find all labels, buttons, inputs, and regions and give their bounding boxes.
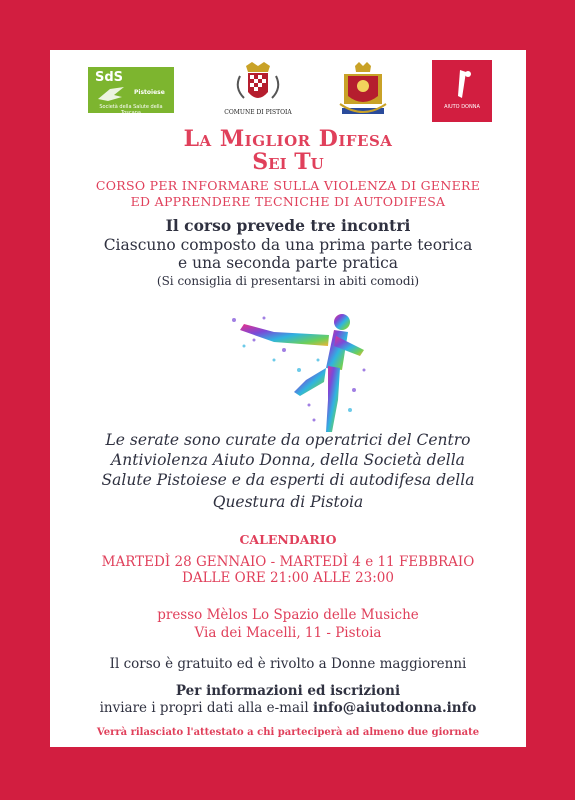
bird-icon [96,85,126,103]
aiuto-donna-logo: AIUTO DONNA [432,60,492,122]
calendario-heading: CALENDARIO [239,532,337,547]
title-line-2: Sei Tu [252,149,324,175]
martial-arts-kick-illustration [214,310,379,440]
incontri-line-3: e una seconda parte pratica [177,254,399,272]
venue-address: Via dei Macelli, 11 - Pistoia [194,625,382,641]
subtitle-line-2: ED APPRENDERE TECNICHE DI AUTODIFESA [130,194,446,209]
calendario-hours: DALLE ORE 21:00 ALLE 23:00 [182,570,394,586]
polizia-logo [338,62,388,120]
subtitle-line-1: CORSO PER INFORMARE SULLA VIOLENZA DI GENERE [95,178,481,193]
flyer-card [50,50,526,747]
info-heading: Per informazioni ed iscrizioni [175,683,401,699]
curate-line-3: Salute Pistoiese e da esperti di autodifesa della [101,471,475,489]
incontri-note: (Si consiglia di presentarsi in abiti comodi) [156,274,420,288]
incontri-heading: Il corso prevede tre incontri [165,216,411,235]
info-text [50,700,526,716]
brush-stroke-icon [446,68,478,102]
curate-line-2: Antiviolenza Aiuto Donna, della Società della [111,451,465,469]
course-free-note: Il corso è gratuito ed è rivolto a Donne maggiorenni [109,656,467,672]
police-emblem-icon [338,62,388,120]
certificate-note: Verrà rilasciato l'attestato a chi parteciperà ad almeno due giornate [96,727,480,738]
comune-pistoia-logo: COMUNE DI PISTOIA [222,62,294,122]
calendario-dates: MARTEDÌ 28 GENNAIO - MARTEDÌ 4 e 11 FEBBRAIO [101,554,475,570]
incontri-line-2: Ciascuno composto da una prima parte teorica [103,236,473,254]
contact-email-link[interactable]: info@aiutodonna.info [312,700,477,716]
sds-logo: SdS Pistoiese Società della Salute della Toscana [88,67,174,113]
info-instructions: inviare i propri dati alla e-mail [99,700,313,716]
title-line-1: La Miglior Difesa [183,126,393,152]
curate-line-1: Le serate sono curate da operatrici del Centro [105,431,471,449]
coat-of-arms-icon [222,62,294,108]
venue-name: presso Mèlos Lo Spazio delle Musiche [157,607,419,623]
curate-line-4: Questura di Pistoia [212,493,364,511]
